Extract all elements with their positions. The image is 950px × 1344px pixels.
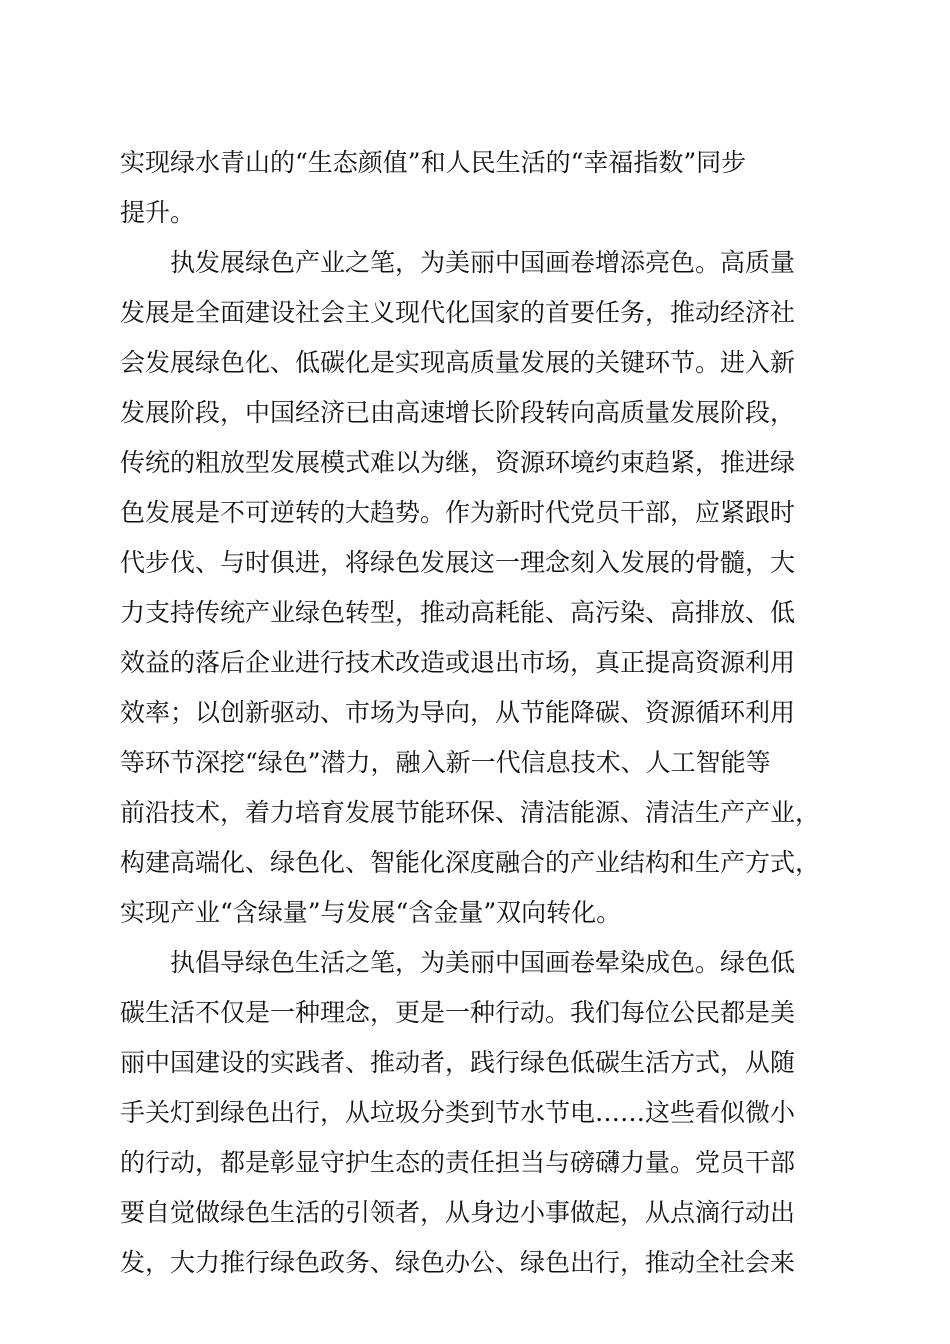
text-line: 效率；以创新驱动、市场为导向，从节能降碳、资源循环利用 — [120, 698, 796, 727]
text-line: 实现绿水青山的“生态颜值”和人民生活的“幸福指数”同步 — [120, 148, 747, 177]
text-line: 发，大力推行绿色政务、绿色办公、绿色出行，推动全社会来 — [120, 1248, 796, 1277]
text-line: 发展阶段，中国经济已由高速增长阶段转向高质量发展阶段， — [120, 398, 796, 427]
text-line: 碳生活不仅是一种理念，更是一种行动。我们每位公民都是美 — [120, 998, 796, 1027]
text-line: 前沿技术，着力培育发展节能环保、清洁能源、清洁生产产业， — [120, 798, 821, 827]
text-line: 构建高端化、绿色化、智能化深度融合的产业结构和生产方式， — [120, 848, 821, 877]
text-line: 丽中国建设的实践者、推动者，践行绿色低碳生活方式，从随 — [120, 1048, 796, 1077]
text-line: 代步伐、与时俱进，将绿色发展这一理念刻入发展的骨髓，大 — [120, 548, 796, 577]
text-line: 发展是全面建设社会主义现代化国家的首要任务，推动经济社 — [120, 298, 796, 327]
text-line: 传统的粗放型发展模式难以为继，资源环境约束趋紧，推进绿 — [120, 448, 796, 477]
text-line: 力支持传统产业绿色转型，推动高耗能、高污染、高排放、低 — [120, 598, 796, 627]
text-line: 的行动，都是彰显守护生态的责任担当与磅礴力量。党员干部 — [120, 1148, 796, 1177]
document-body — [120, 138, 840, 1288]
text-line: 要自觉做绿色生活的引领者，从身边小事做起，从点滴行动出 — [120, 1198, 796, 1227]
text-line: 效益的落后企业进行技术改造或退出市场，真正提高资源利用 — [120, 648, 796, 677]
text-line: 手关灯到绿色出行，从垃圾分类到节水节电……这些看似微小 — [120, 1098, 796, 1127]
text-line: 会发展绿色化、低碳化是实现高质量发展的关键环节。进入新 — [120, 348, 796, 377]
text-line: 执倡导绿色生活之笔，为美丽中国画卷晕染成色。绿色低 — [120, 948, 796, 977]
text-line: 实现产业“含绿量”与发展“含金量”双向转化。 — [120, 898, 622, 927]
text-line: 执发展绿色产业之笔，为美丽中国画卷增添亮色。高质量 — [120, 248, 796, 277]
text-line: 提升。 — [120, 198, 196, 227]
text-line: 色发展是不可逆转的大趋势。作为新时代党员干部，应紧跟时 — [120, 498, 796, 527]
text-line: 等环节深挖“绿色”潜力，融入新一代信息技术、人工智能等 — [120, 748, 771, 777]
